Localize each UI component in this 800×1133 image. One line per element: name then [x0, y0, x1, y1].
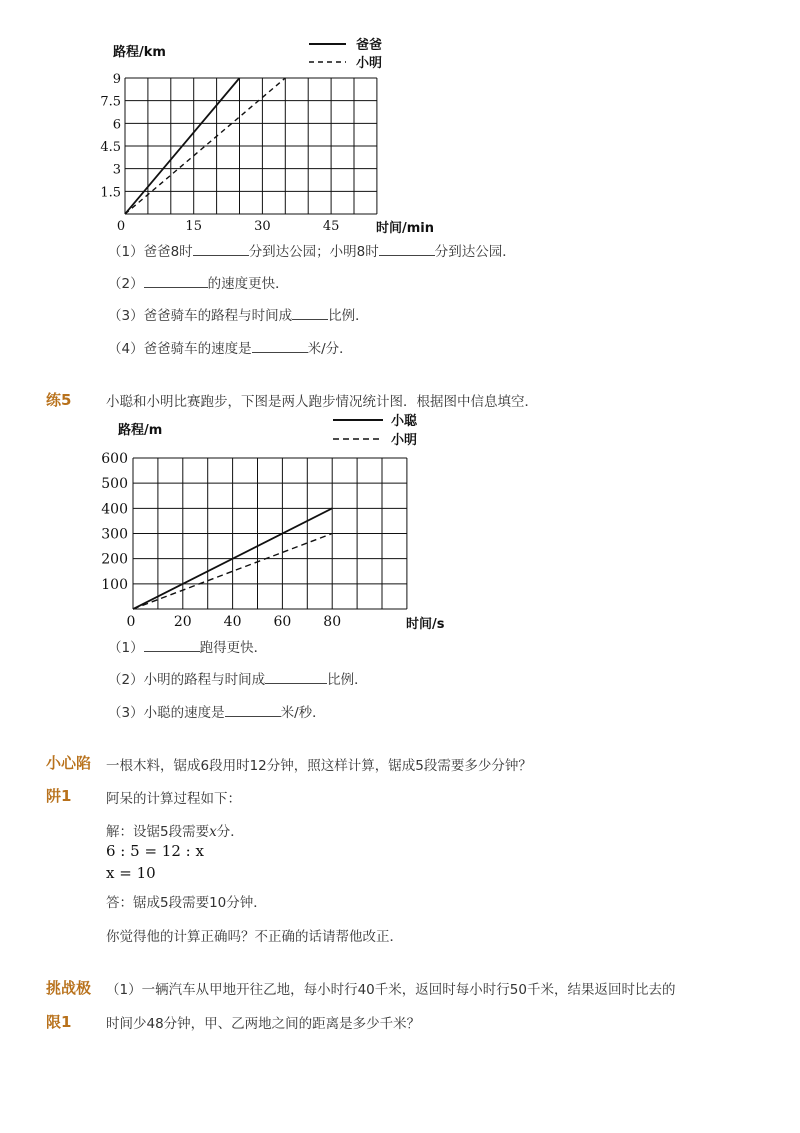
blank-5-3[interactable]	[225, 703, 281, 717]
blank-1-3[interactable]	[292, 306, 328, 320]
trap-equation-1: 6 : 5 = 12 : x	[106, 842, 204, 860]
challenge-question-line2: 时间少48分钟，甲、乙两地之间的距离是多少千米？	[106, 1016, 421, 1032]
challenge-tag-line2: 限1	[46, 1013, 72, 1031]
exercise-5-intro: 小聪和小明比赛跑步，下图是两人跑步情况统计图．根据图中信息填空．	[106, 394, 538, 410]
chart2-y-tick-200: 200	[101, 551, 128, 568]
chart1-y-tick-6: 6	[112, 117, 121, 133]
distance-time-chart-2	[0, 410, 800, 635]
blank-1-4[interactable]	[252, 339, 308, 353]
chart2-legend-xiaoming: 小明	[391, 433, 418, 448]
trap-equation-2: x = 10	[106, 864, 156, 882]
chart2-y-tick-300: 300	[101, 526, 128, 543]
distance-time-chart-1	[0, 0, 800, 240]
chart1-legend-baba: 爸爸	[356, 38, 383, 53]
trap-ask: 你觉得他的计算正确吗？不正确的话请帮他改正．	[106, 929, 403, 945]
chart2-y-axis-label: 路程/m	[118, 423, 163, 438]
chart1-x-tick-0: 0	[116, 219, 126, 235]
chart2-y-tick-100: 100	[101, 576, 128, 593]
trap-answer: 答：锯成5段需要10分钟．	[106, 895, 267, 911]
chart1-y-tick-9: 9	[112, 72, 121, 87]
chart1-x-axis-label: 时间/min	[376, 221, 435, 236]
trap-tag-line1: 小心陷	[46, 754, 92, 772]
chart2-legend-xiaocong: 小聪	[391, 414, 418, 429]
chart2-x-tick-20: 20	[173, 614, 192, 631]
chart1-y-tick-4.5: 4.5	[100, 140, 121, 156]
q1-1: （1）爸爸8时 分到达公园；小明8时 分到达公园．	[108, 244, 516, 260]
chart1-y-tick-3: 3	[112, 162, 121, 178]
chart1-x-tick-15: 15	[185, 219, 202, 235]
trap-solution-setup: 解：设锯5段需要x分．	[106, 824, 244, 840]
chart2-legend	[333, 413, 418, 448]
exercise-5-tag: 练5	[46, 391, 72, 409]
chart1-x-tick-30: 30	[254, 219, 271, 235]
q5-2: （2）小明的路程与时间成 比例．	[108, 672, 368, 688]
chart2-grid	[133, 458, 407, 609]
chart1-y-axis-label: 路程/km	[113, 45, 166, 60]
trap-tag-line2: 阱1	[46, 787, 72, 805]
chart1-legend-xiaoming: 小明	[356, 56, 383, 71]
chart2-ticks	[101, 451, 341, 630]
chart1-y-tick-1.5: 1.5	[100, 185, 121, 201]
trap-question: 一根木料，锯成6段用时12分钟，照这样计算，锯成5段需要多少分钟？	[106, 758, 532, 774]
q1-2: （2） 的速度更快．	[108, 276, 289, 292]
chart2-x-axis-label: 时间/s	[406, 617, 445, 632]
chart1-ticks	[100, 72, 339, 234]
chart2-y-tick-600: 600	[101, 451, 128, 467]
chart2-y-tick-400: 400	[101, 501, 128, 518]
blank-5-2[interactable]	[265, 670, 327, 684]
blank-5-1[interactable]	[144, 638, 200, 652]
blank-1-1a[interactable]	[193, 242, 249, 256]
blank-1-2[interactable]	[144, 274, 208, 288]
chart1-legend	[309, 37, 382, 71]
challenge-tag-line1: 挑战极	[46, 979, 92, 997]
chart2-x-tick-80: 80	[323, 614, 342, 631]
chart1-x-tick-45: 45	[322, 219, 340, 235]
q5-1: （1） 跑得更快．	[108, 640, 268, 656]
trap-intro: 阿呆的计算过程如下：	[106, 791, 241, 807]
chart2-x-tick-40: 40	[223, 614, 242, 631]
challenge-question-line1: （1）一辆汽车从甲地开往乙地，每小时行40千米，返回时每小时行50千米，结果返回时比去的	[106, 982, 676, 998]
q5-3: （3）小聪的速度是 米/秒．	[108, 705, 326, 721]
q1-3: （3）爸爸骑车的路程与时间成 比例．	[108, 308, 369, 324]
chart1-y-tick-7.5: 7.5	[100, 94, 121, 110]
chart2-y-tick-500: 500	[101, 476, 128, 493]
chart2-x-tick-60: 60	[273, 614, 292, 631]
chart1-grid	[125, 78, 377, 214]
q1-4: （4）爸爸骑车的速度是 米/分．	[108, 341, 353, 357]
blank-1-1b[interactable]	[379, 242, 435, 256]
chart2-x-tick-0: 0	[126, 614, 136, 631]
